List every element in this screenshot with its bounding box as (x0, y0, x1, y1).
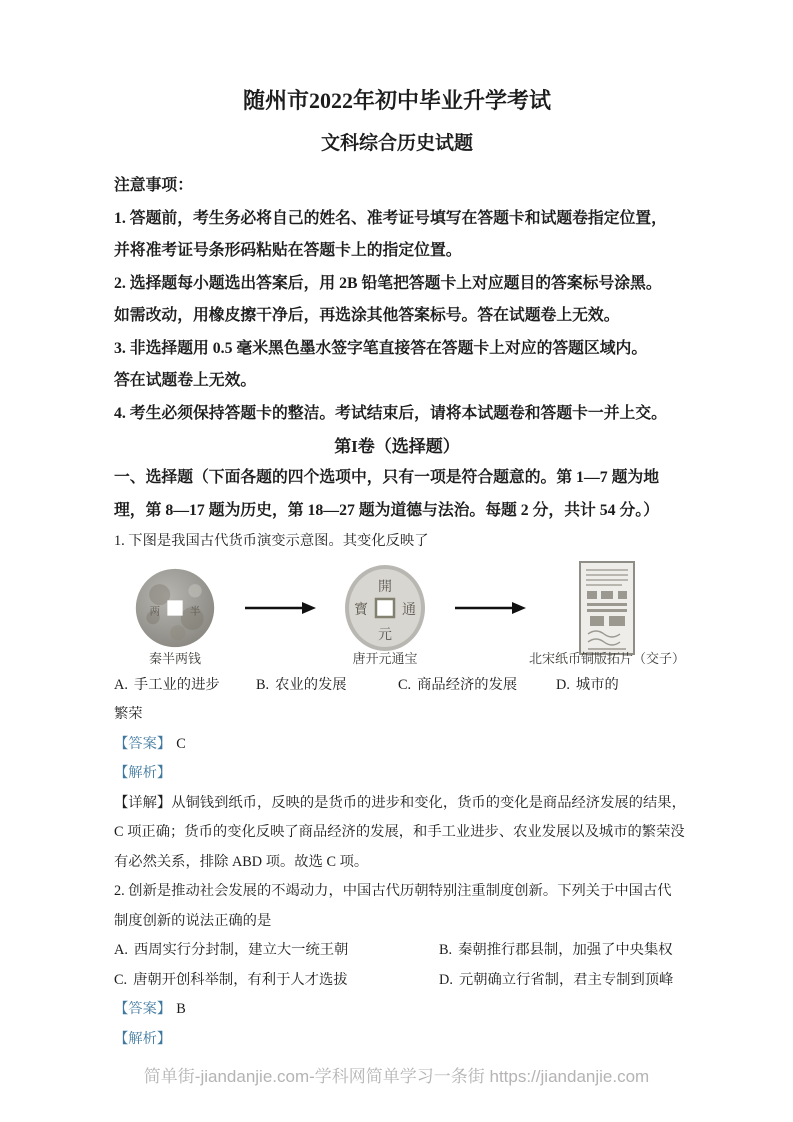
right-arrow-icon (244, 601, 316, 615)
section-intro-line-1: 一、选择题（下面各题的四个选项中，只有一项是符合题意的。第 1—7 题为地 (114, 469, 659, 486)
svg-text:两: 两 (149, 606, 161, 618)
option-a: A. 手工业的进步 (114, 676, 220, 693)
option-d: D. 城市的 (556, 676, 619, 693)
analysis-label: 【解析】 (114, 765, 172, 781)
part-header: 第I卷（选择题） (334, 437, 460, 456)
notice-section (114, 170, 680, 430)
question1-stem: 1. 下图是我国古代货币演变示意图。其变化反映了 (114, 533, 429, 549)
option-c: C. 唐朝开创科举制，有利于人才选拔 (114, 971, 348, 988)
paper-money-print-icon (578, 560, 636, 656)
question2-stem-line-1: 2. 创新是推动社会发展的不竭动力，中国古代历朝特别注重制度创新。下列关于中国古代 (114, 883, 672, 899)
notice-item-3-line-1: 3. 非选择题用 0.5 毫米黑色墨水签字笔直接答在答题卡上对应的答题区域内。 (114, 339, 648, 357)
question1-explain-line-3: 有必然关系，排除 ABD 项。故选 C 项。 (114, 853, 369, 870)
notice-item-3-line-2: 答在试题卷上无效。 (114, 372, 257, 389)
right-arrow-icon (454, 601, 526, 615)
arrow-box (236, 563, 324, 653)
figure-qin-banliang (114, 563, 236, 667)
option-b: B. 秦朝推行郡县制，加强了中央集权 (439, 942, 673, 958)
analysis-label: 【解析】 (114, 1030, 172, 1047)
figure-caption-qin: 秦半两钱 (148, 650, 201, 666)
figure-caption-jiaozi: 北宋纸币铜版拓片（交子） (529, 650, 686, 666)
exam-document (114, 84, 686, 1054)
question1-analysis-line (114, 759, 680, 789)
notice-item-2-line-1: 2. 选择题每小题选出答案后，用 2B 铅笔把答题卡上对应题目的答案标号涂黑。 (114, 274, 662, 292)
option-d-wrap: 繁荣 (114, 706, 143, 722)
figure-jiaozi (529, 563, 686, 667)
notice-item-1-line-2: 并将准考证号条形码粘贴在答题卡上的指定位置。 (114, 242, 462, 259)
question1-options (114, 671, 680, 701)
notice-heading: 注意事项： (114, 177, 193, 194)
notice-item-2-line-2: 如需改动，用橡皮擦干净后，再选涂其他答案标号。答在试题卷上无效。 (114, 307, 620, 324)
coin-round-square-hole-icon (132, 565, 218, 651)
question2-analysis-line (114, 1025, 680, 1055)
question2-options (114, 936, 680, 995)
answer-label: 【答案】 (114, 1001, 172, 1017)
currency-evolution-figure (114, 563, 686, 669)
question2-stem-line-2: 制度创新的说法正确的是 (114, 912, 272, 929)
option-b: B. 农业的发展 (256, 676, 347, 693)
tang-kaiyuan-coin-image (343, 563, 427, 653)
svg-text:半: 半 (189, 606, 201, 618)
question1-explain-line-2: C 项正确；货币的变化反映了商品经济的发展，和手工业进步、农业发展以及城市的繁荣没 (114, 824, 685, 840)
exam-title: 随州市2022年初中毕业升学考试 (242, 88, 551, 113)
notice-item-1-line-1: 1. 答题前，考生务必将自己的姓名、准考证号填写在答题卡和试题卷指定位置， (114, 209, 667, 227)
answer-label: 【答案】 (114, 735, 172, 752)
notice-item-4-line-1: 4. 考生必须保持答题卡的整洁。考试结束后，请将本试题卷和答题卡一并上交。 (114, 404, 667, 422)
svg-text:元: 元 (378, 627, 392, 643)
coin-round-square-hole-icon (343, 563, 427, 653)
question1-explain-line-1: 【详解】从铜钱到纸币，反映的是货币的进步和变化，货币的变化是商品经济发展的结果， (114, 794, 686, 811)
answer-value: C (176, 735, 186, 752)
figure-caption-kaiyuan: 唐开元通宝 (352, 650, 418, 666)
footer-watermark (0, 1062, 793, 1087)
exam-subtitle: 文科综合历史试题 (320, 133, 473, 154)
option-a: A. 西周实行分封制，建立大一统王朝 (114, 942, 349, 958)
jiaozi-print-image (578, 563, 636, 653)
explain-label: 【详解】 (114, 794, 172, 811)
option-d: D. 元朝确立行省制，君主专制到顶峰 (439, 971, 674, 988)
option-c: C. 商品经济的发展 (398, 676, 518, 693)
svg-text:寳: 寳 (354, 602, 368, 618)
question1-answer-line (114, 730, 680, 760)
qin-banliang-coin-image (132, 563, 218, 653)
svg-text:通: 通 (402, 602, 416, 618)
arrow-box (446, 563, 534, 653)
answer-value: B (176, 1001, 186, 1017)
question2-answer-line (114, 995, 680, 1025)
footer-link[interactable]: 简单街-jiandanjie.com-学科网简单学习一条街 https://jiandanjie.com (143, 1067, 650, 1086)
section-intro-line-2: 理，第 8—17 题为历史，第 18—27 题为道德与法治。每题 2 分，共计 54 分。） (114, 501, 659, 519)
svg-text:開: 開 (378, 579, 392, 595)
figure-kaiyuan-tongbao (324, 563, 446, 667)
